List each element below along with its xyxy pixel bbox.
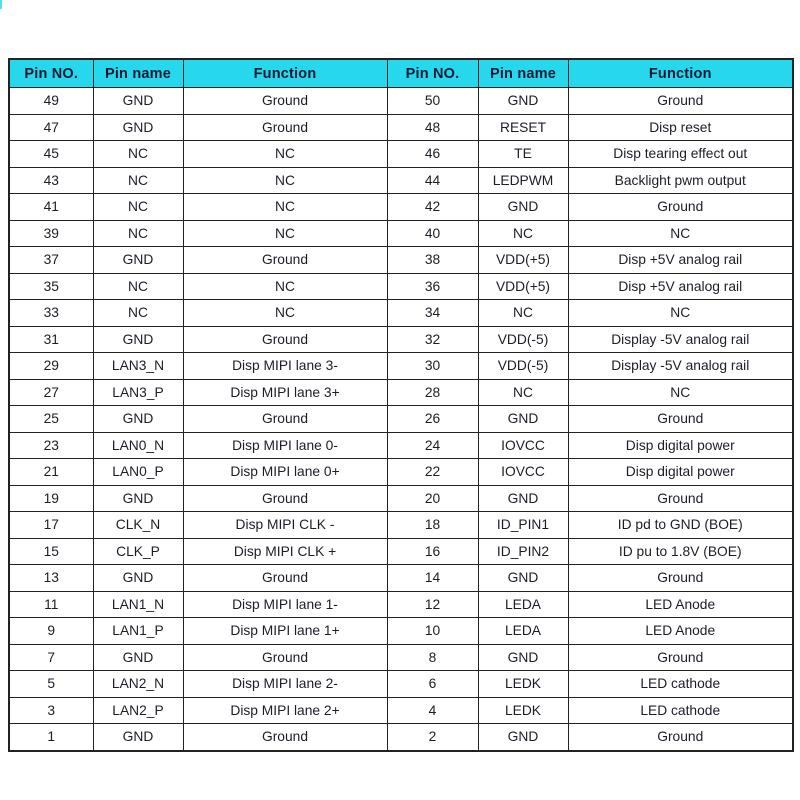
pin-name-cell: TE [478,141,568,168]
pin-function-cell: Ground [568,88,793,115]
pin-function-cell: Ground [568,485,793,512]
pin-function-cell: NC [568,300,793,327]
pin-name-cell: GND [478,724,568,751]
pin-number-cell: 37 [9,247,93,274]
pin-function-cell: Disp MIPI CLK - [183,512,387,539]
pin-name-cell: LAN3_P [93,379,183,406]
pin-function-cell: LED Anode [568,591,793,618]
pin-number-cell: 9 [9,618,93,645]
pin-function-cell: Ground [183,644,387,671]
header-row [9,59,793,88]
pin-name-cell: GND [478,88,568,115]
pin-function-cell: Disp MIPI lane 3+ [183,379,387,406]
pin-number-cell: 34 [387,300,478,327]
pin-name-cell: NC [93,300,183,327]
pin-name-cell: VDD(+5) [478,273,568,300]
pin-number-cell: 31 [9,326,93,353]
pin-function-cell: Disp MIPI lane 0- [183,432,387,459]
pin-function-cell: Ground [183,114,387,141]
pin-name-cell: GND [478,644,568,671]
pin-name-cell: LEDA [478,591,568,618]
table-row [9,247,793,274]
column-header: Function [183,59,387,88]
pin-number-cell: 48 [387,114,478,141]
pin-name-cell: GND [93,485,183,512]
pin-number-cell: 38 [387,247,478,274]
pin-number-cell: 4 [387,697,478,724]
pin-number-cell: 16 [387,538,478,565]
column-header: Pin name [93,59,183,88]
pin-function-cell: Disp MIPI lane 2- [183,671,387,698]
pin-number-cell: 18 [387,512,478,539]
table-row [9,618,793,645]
pin-name-cell: NC [93,220,183,247]
pin-function-cell: Disp MIPI lane 1- [183,591,387,618]
table-row [9,326,793,353]
pin-number-cell: 15 [9,538,93,565]
pin-number-cell: 1 [9,724,93,751]
pin-function-cell: Ground [568,565,793,592]
pin-name-cell: GND [93,565,183,592]
pin-number-cell: 21 [9,459,93,486]
pin-function-cell: LED cathode [568,697,793,724]
pin-number-cell: 30 [387,353,478,380]
pin-number-cell: 33 [9,300,93,327]
table-row [9,406,793,433]
pin-function-cell: LED Anode [568,618,793,645]
pin-name-cell: GND [478,485,568,512]
column-header: Pin NO. [387,59,478,88]
pin-function-cell: LED cathode [568,671,793,698]
pin-number-cell: 2 [387,724,478,751]
pin-name-cell: NC [93,141,183,168]
table-row [9,114,793,141]
pin-function-cell: NC [183,300,387,327]
pin-function-cell: Ground [568,194,793,221]
pin-number-cell: 26 [387,406,478,433]
pin-number-cell: 43 [9,167,93,194]
pin-function-cell: Disp MIPI lane 0+ [183,459,387,486]
pin-name-cell: VDD(+5) [478,247,568,274]
pin-function-cell: NC [568,379,793,406]
pin-function-cell: Ground [568,724,793,751]
pin-function-cell: Disp MIPI lane 3- [183,353,387,380]
pin-number-cell: 50 [387,88,478,115]
pin-name-cell: RESET [478,114,568,141]
pin-number-cell: 25 [9,406,93,433]
pin-function-cell: Disp MIPI lane 1+ [183,618,387,645]
pin-name-cell: GND [93,114,183,141]
pin-name-cell: ID_PIN1 [478,512,568,539]
pin-number-cell: 28 [387,379,478,406]
pin-function-cell: Disp reset [568,114,793,141]
pin-number-cell: 10 [387,618,478,645]
table-row [9,88,793,115]
pin-function-cell: Ground [568,644,793,671]
table-row [9,591,793,618]
pin-function-cell: Ground [183,485,387,512]
pin-name-cell: LEDK [478,671,568,698]
pin-function-cell: ID pd to GND (BOE) [568,512,793,539]
table-row [9,671,793,698]
pin-number-cell: 17 [9,512,93,539]
pin-name-cell: LAN2_P [93,697,183,724]
pin-number-cell: 11 [9,591,93,618]
pin-name-cell: GND [93,406,183,433]
pin-function-cell: NC [183,141,387,168]
pin-function-cell: Backlight pwm output [568,167,793,194]
pin-number-cell: 27 [9,379,93,406]
table-body [9,88,793,751]
pin-name-cell: GND [93,88,183,115]
table-row [9,194,793,221]
pin-function-cell: Display -5V analog rail [568,326,793,353]
pin-function-cell: Disp tearing effect out [568,141,793,168]
pin-number-cell: 39 [9,220,93,247]
pin-number-cell: 44 [387,167,478,194]
table-row [9,459,793,486]
pin-name-cell: NC [93,167,183,194]
pin-name-cell: GND [93,326,183,353]
pin-number-cell: 14 [387,565,478,592]
pin-name-cell: GND [478,406,568,433]
pin-function-cell: Disp digital power [568,459,793,486]
pin-number-cell: 46 [387,141,478,168]
table-row [9,538,793,565]
pin-number-cell: 7 [9,644,93,671]
pin-name-cell: LAN3_N [93,353,183,380]
pin-function-cell: Disp +5V analog rail [568,247,793,274]
pin-function-cell: Ground [183,406,387,433]
pin-name-cell: ID_PIN2 [478,538,568,565]
pin-function-cell: Ground [183,724,387,751]
pin-number-cell: 29 [9,353,93,380]
column-header: Function [568,59,793,88]
pin-function-cell: ID pu to 1.8V (BOE) [568,538,793,565]
pin-name-cell: CLK_N [93,512,183,539]
stray-cyan-mark [0,0,2,9]
pin-number-cell: 20 [387,485,478,512]
pin-name-cell: LAN0_P [93,459,183,486]
pin-name-cell: IOVCC [478,432,568,459]
pin-name-cell: NC [478,379,568,406]
pin-number-cell: 22 [387,459,478,486]
pin-function-cell: Ground [183,326,387,353]
pin-name-cell: VDD(-5) [478,326,568,353]
pin-name-cell: LEDPWM [478,167,568,194]
pin-function-cell: Ground [183,88,387,115]
pinout-table [8,58,794,752]
pin-number-cell: 8 [387,644,478,671]
pin-name-cell: NC [93,194,183,221]
pin-function-cell: Ground [183,565,387,592]
pin-number-cell: 13 [9,565,93,592]
pin-name-cell: NC [478,220,568,247]
table-row [9,300,793,327]
pin-number-cell: 45 [9,141,93,168]
pin-number-cell: 24 [387,432,478,459]
pin-number-cell: 47 [9,114,93,141]
table-row [9,724,793,751]
pin-name-cell: NC [478,300,568,327]
pin-name-cell: GND [478,565,568,592]
pin-name-cell: LAN1_P [93,618,183,645]
pin-number-cell: 32 [387,326,478,353]
table-row [9,220,793,247]
table-row [9,697,793,724]
pin-number-cell: 23 [9,432,93,459]
pin-number-cell: 5 [9,671,93,698]
table-row [9,379,793,406]
pin-name-cell: GND [93,247,183,274]
pin-name-cell: LEDA [478,618,568,645]
pin-name-cell: NC [93,273,183,300]
pin-name-cell: LAN1_N [93,591,183,618]
table-row [9,353,793,380]
pin-function-cell: NC [183,220,387,247]
column-header: Pin name [478,59,568,88]
table-row [9,644,793,671]
table-row [9,167,793,194]
pin-name-cell: GND [93,644,183,671]
pin-name-cell: GND [478,194,568,221]
table-row [9,512,793,539]
pin-name-cell: LEDK [478,697,568,724]
pin-name-cell: GND [93,724,183,751]
table-row [9,432,793,459]
pin-name-cell: CLK_P [93,538,183,565]
table-row [9,565,793,592]
pin-name-cell: LAN2_N [93,671,183,698]
pin-function-cell: Disp MIPI lane 2+ [183,697,387,724]
pin-function-cell: Disp +5V analog rail [568,273,793,300]
pin-number-cell: 36 [387,273,478,300]
pin-name-cell: IOVCC [478,459,568,486]
pin-number-cell: 6 [387,671,478,698]
pin-number-cell: 19 [9,485,93,512]
table-row [9,141,793,168]
table-row [9,485,793,512]
pin-function-cell: Disp digital power [568,432,793,459]
pin-number-cell: 12 [387,591,478,618]
pin-number-cell: 40 [387,220,478,247]
column-header: Pin NO. [9,59,93,88]
pin-function-cell: NC [183,167,387,194]
pin-function-cell: Display -5V analog rail [568,353,793,380]
pin-number-cell: 41 [9,194,93,221]
pin-function-cell: NC [183,273,387,300]
pin-number-cell: 42 [387,194,478,221]
pin-function-cell: Ground [183,247,387,274]
pin-name-cell: LAN0_N [93,432,183,459]
pin-number-cell: 49 [9,88,93,115]
pin-name-cell: VDD(-5) [478,353,568,380]
pin-number-cell: 3 [9,697,93,724]
pin-function-cell: Disp MIPI CLK + [183,538,387,565]
pin-function-cell: Ground [568,406,793,433]
table-row [9,273,793,300]
pin-number-cell: 35 [9,273,93,300]
pin-function-cell: NC [568,220,793,247]
pin-function-cell: NC [183,194,387,221]
